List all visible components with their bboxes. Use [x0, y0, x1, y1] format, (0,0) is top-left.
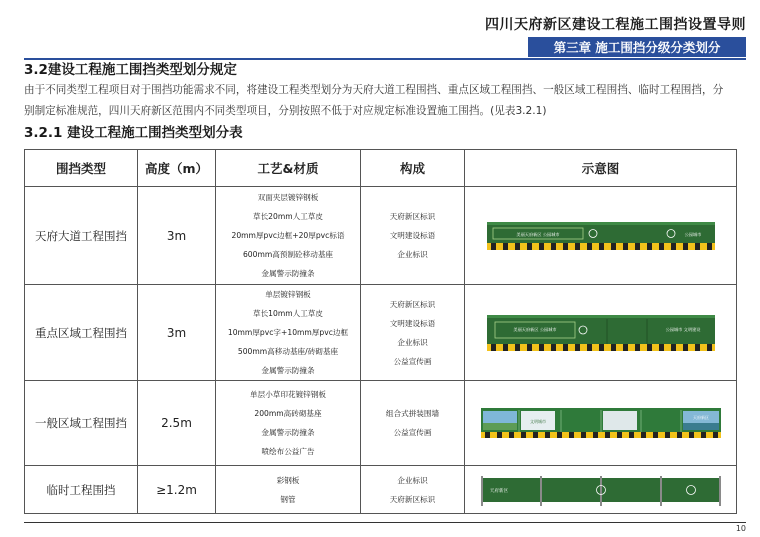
general-area-hoarding-image — [481, 408, 721, 438]
composition-item: 天府新区标识 — [389, 494, 436, 504]
section-title: 3.2建设工程施工围挡类型划分规定 — [24, 62, 237, 78]
key-area-hoarding-image — [487, 315, 715, 351]
panel-slogan: 美丽天府新区 公园城市 — [512, 326, 557, 332]
row-height: 3m — [138, 285, 216, 381]
tianfu-avenue-hoarding-image — [487, 222, 715, 250]
row-height: 3m — [138, 187, 216, 285]
hoarding-type-table — [24, 149, 737, 514]
row-composition — [361, 466, 465, 514]
material-item: 金属警示防撞条 — [261, 428, 315, 437]
header-diagram: 示意图 — [465, 150, 737, 187]
composition-item: 天府新区标识 — [389, 299, 436, 309]
row-diagram — [465, 285, 737, 381]
table-row — [25, 466, 737, 514]
material-item: 喷绘布公益广告 — [261, 447, 315, 456]
header-height: 高度（m） — [138, 150, 216, 187]
row-type: 一般区域工程围挡 — [25, 381, 138, 466]
row-diagram — [465, 466, 737, 514]
doc-title: 四川天府新区建设工程施工围挡设置导则 — [485, 17, 746, 33]
material-item: 彩钢板 — [276, 475, 300, 485]
header-composition: 构成 — [361, 150, 465, 187]
composition-item: 企业标识 — [397, 250, 428, 259]
material-item: 双面夹层镀锌钢板 — [257, 193, 319, 202]
page-number: 10 — [735, 524, 746, 533]
row-composition — [361, 381, 465, 466]
panel-slogan: 公园城市 文明建设 — [665, 326, 700, 332]
panel-slogan: 天府新区 — [692, 415, 709, 420]
panel-slogan: 公园城市 — [684, 231, 701, 237]
composition-item: 企业标识 — [397, 475, 428, 485]
table-row — [25, 381, 737, 466]
composition-item: 企业标识 — [397, 337, 428, 347]
composition-item: 文明建设标语 — [389, 318, 436, 328]
footer-divider — [24, 522, 746, 523]
panel-slogan: 文明城市 — [529, 419, 546, 424]
material-item: 草长10mm人工草皮 — [252, 309, 324, 318]
material-item: 10mm厚pvc字+10mm厚pvc边框 — [227, 328, 349, 337]
composition-item: 组合式拼装围墙 — [385, 409, 440, 418]
table-header-row — [25, 150, 737, 187]
composition-item: 文明建设标语 — [389, 231, 436, 240]
material-item: 600mm高预制砼移动基座 — [242, 250, 334, 259]
table-title: 3.2.1 建设工程施工围挡类型划分表 — [24, 125, 243, 141]
row-diagram — [465, 381, 737, 466]
row-materials — [216, 285, 361, 381]
composition-item: 公益宣传画 — [393, 428, 432, 437]
material-item: 单层小草印花镀锌钢板 — [250, 390, 326, 399]
intro-paragraph: 由于不同类型工程项目对于围挡功能需求不同，将建设工程类型划分为天府大道工程围挡、重点区域工程围挡、一般区域工程围挡、临时工程围挡，分别制定标准规范，四川天府新区范围内不同类型项目，分别按照不低于对应规定标准设置施工围挡。(见表3.2.1) — [24, 84, 724, 117]
row-materials — [216, 381, 361, 466]
row-type: 临时工程围挡 — [25, 466, 138, 514]
header-materials: 工艺&材质 — [216, 150, 361, 187]
material-item: 500mm高移动基座/砖砌基座 — [237, 347, 339, 356]
material-item: 20mm厚pvc边框+20厚pvc标语 — [231, 231, 345, 240]
row-height: ≥1.2m — [138, 466, 216, 514]
row-type: 天府大道工程围挡 — [25, 187, 138, 285]
row-diagram — [465, 187, 737, 285]
temporary-hoarding-image — [481, 474, 721, 506]
row-composition — [361, 285, 465, 381]
material-item: 200mm高砖砌基座 — [254, 409, 322, 418]
row-height: 2.5m — [138, 381, 216, 466]
panel-slogan: 天府新区 — [489, 488, 508, 494]
composition-item: 公益宣传画 — [393, 356, 432, 366]
material-item: 单层镀锌钢板 — [265, 290, 311, 299]
row-materials — [216, 466, 361, 514]
row-composition — [361, 187, 465, 285]
material-item: 钢管 — [280, 494, 296, 504]
material-item: 金属警示防撞条 — [261, 269, 315, 278]
table-row — [25, 285, 737, 381]
composition-item: 天府新区标识 — [389, 212, 436, 221]
table-row — [25, 187, 737, 285]
material-item: 金属警示防撞条 — [261, 366, 315, 375]
header-type: 围挡类型 — [25, 150, 138, 187]
material-item: 草长20mm人工草皮 — [252, 212, 324, 221]
row-materials — [216, 187, 361, 285]
row-type: 重点区域工程围挡 — [25, 285, 138, 381]
panel-slogan: 美丽天府新区 公园城市 — [515, 231, 560, 237]
chapter-banner: 第三章 施工围挡分级分类划分 — [528, 37, 746, 57]
